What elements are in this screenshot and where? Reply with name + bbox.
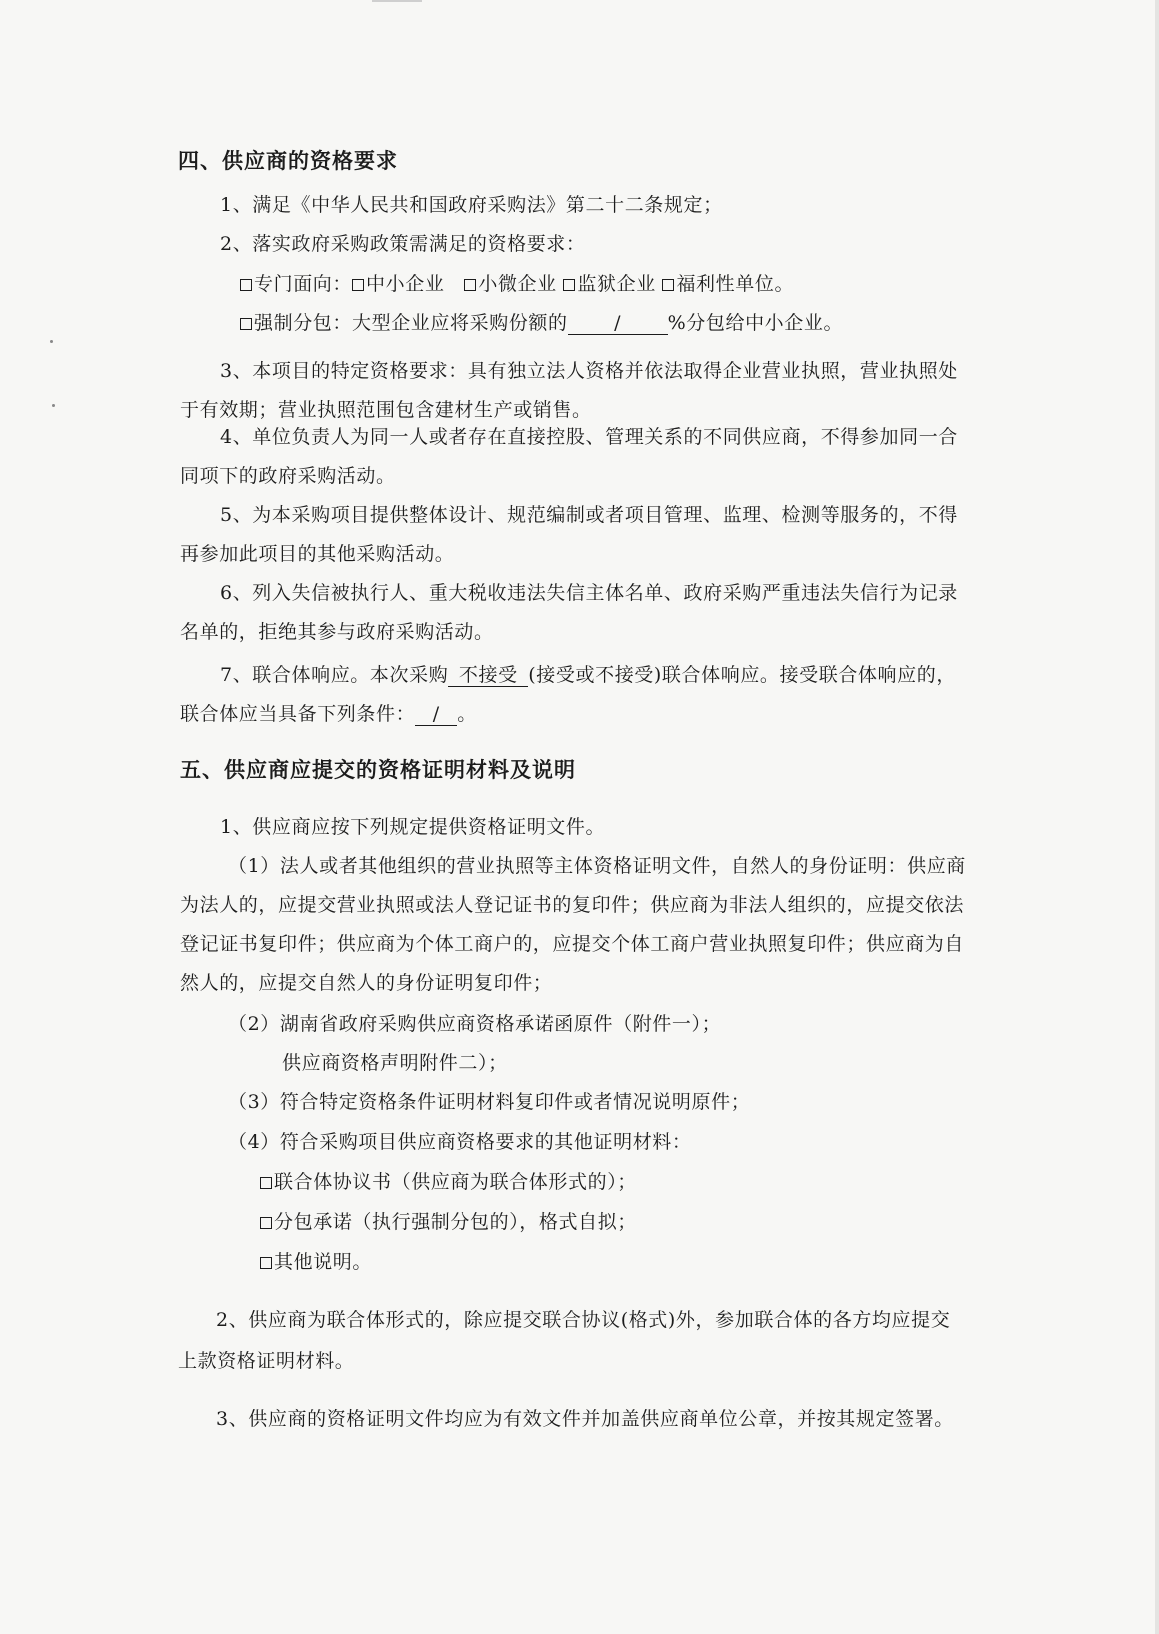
- item7-l2-suffix: 。: [457, 703, 477, 725]
- s4-item4-line2: 同项下的政府采购活动。: [180, 465, 396, 487]
- zhuanmen-row: [240, 271, 794, 297]
- check1-row: [260, 1169, 637, 1195]
- scan-speck: [52, 404, 55, 407]
- s5-item2-line2: 上款资格证明材料。: [178, 1350, 355, 1372]
- opt-fuli: 福利性单位。: [676, 273, 795, 295]
- s5-item3: 3、供应商的资格证明文件均应为有效文件并加盖供应商单位公章，并按其规定签署。: [216, 1408, 954, 1430]
- s5-sub1-line1: （1）法人或者其他组织的营业执照等主体资格证明文件，自然人的身份证明：供应商: [228, 855, 966, 877]
- qiangzhi-suffix: %分包给中小企业。: [667, 312, 844, 334]
- qiangzhi-row: [240, 310, 843, 336]
- s4-item3-line1: 3、本项目的特定资格要求：具有独立法人资格并依法取得企业营业执照，营业执照处: [220, 360, 958, 382]
- checkbox-fuli[interactable]: [662, 279, 674, 291]
- check2-row: [260, 1209, 637, 1235]
- section5-title: 五、供应商应提交的资格证明材料及说明: [180, 758, 576, 782]
- section4-title: 四、供应商的资格要求: [178, 149, 398, 173]
- s4-item3-line2: 于有效期；营业执照范围包含建材生产或销售。: [180, 399, 592, 421]
- s4-item5-line1: 5、为本采购项目提供整体设计、规范编制或者项目管理、监理、检测等服务的，不得: [220, 504, 958, 526]
- s5-sub3: （3）符合特定资格条件证明材料复印件或者情况说明原件；: [228, 1091, 751, 1113]
- s4-item2: 2、落实政府采购政策需满足的资格要求：: [220, 233, 586, 255]
- checkbox-qiangzhi[interactable]: [240, 318, 252, 330]
- qiangzhi-label: 强制分包：大型企业应将采购份额的: [254, 312, 568, 334]
- item7-l2-prefix: 联合体应当具备下列条件：: [180, 703, 416, 725]
- s5-sub1-line4: 然人的，应提交自然人的身份证明复印件；: [180, 972, 553, 994]
- scan-speck: [50, 340, 53, 343]
- s4-item6-line1: 6、列入失信被执行人、重大税收违法失信主体名单、政府采购严重违法失信行为记录: [220, 582, 958, 604]
- checkbox-fenbao[interactable]: [260, 1217, 272, 1229]
- zhuanmen-label: 专门面向：: [254, 273, 353, 295]
- item7-prefix: 7、联合体响应。本次采购: [220, 664, 449, 686]
- item7-value[interactable]: 不接受: [448, 664, 528, 687]
- opt-xiaowei: 小微企业: [478, 273, 557, 295]
- s5-item2-line1: 2、供应商为联合体形式的，除应提交联合协议(格式)外，参加联合体的各方均应提交: [216, 1309, 951, 1331]
- qiangzhi-blank[interactable]: /: [568, 312, 668, 335]
- s5-sub2: （2）湖南省政府采购供应商资格承诺函原件（附件一）；: [228, 1013, 722, 1035]
- checkbox-jianyu[interactable]: [563, 279, 575, 291]
- checkbox-qita[interactable]: [260, 1257, 272, 1269]
- opt-zhongxiao: 中小企业: [366, 273, 445, 295]
- checkbox-zhuanmen[interactable]: [240, 279, 252, 291]
- check3-row: [260, 1249, 372, 1275]
- item7-suffix: (接受或不接受)联合体响应。接受联合体响应的，: [528, 664, 956, 686]
- check3-label: 其他说明。: [274, 1251, 373, 1273]
- check2-label: 分包承诺（执行强制分包的），格式自拟；: [274, 1211, 637, 1233]
- item7-l2-blank[interactable]: /: [415, 703, 457, 726]
- s5-sub1-line2: 为法人的，应提交营业执照或法人登记证书的复印件；供应商为非法人组织的，应提交依法: [180, 894, 965, 916]
- check1-label: 联合体协议书（供应商为联合体形式的）；: [274, 1171, 637, 1193]
- s4-item5-line2: 再参加此项目的其他采购活动。: [180, 543, 455, 565]
- s5-item1: 1、供应商应按下列规定提供资格证明文件。: [220, 816, 606, 838]
- s5-sub1-line3: 登记证书复印件；供应商为个体工商户的，应提交个体工商户营业执照复印件；供应商为自: [180, 933, 965, 955]
- checkbox-xiaowei[interactable]: [464, 279, 476, 291]
- opt-jianyu: 监狱企业: [577, 273, 656, 295]
- s4-item4-line1: 4、单位负责人为同一人或者存在直接控股、管理关系的不同供应商，不得参加同一合: [220, 426, 958, 448]
- s5-sub4: （4）符合采购项目供应商资格要求的其他证明材料：: [228, 1131, 692, 1153]
- s4-item7-line1: [220, 662, 956, 688]
- checkbox-lianheti[interactable]: [260, 1177, 272, 1189]
- s5-sub2b: 供应商资格声明附件二）；: [282, 1052, 508, 1074]
- checkbox-zhongxiao[interactable]: [352, 279, 364, 291]
- s4-item1: 1、满足《中华人民共和国政府采购法》第二十二条规定；: [220, 194, 723, 216]
- s4-item6-line2: 名单的，拒绝其参与政府采购活动。: [180, 621, 494, 643]
- scan-edge: [1155, 0, 1159, 1634]
- s4-item7-line2: [180, 701, 477, 727]
- scan-mark: [372, 0, 422, 2]
